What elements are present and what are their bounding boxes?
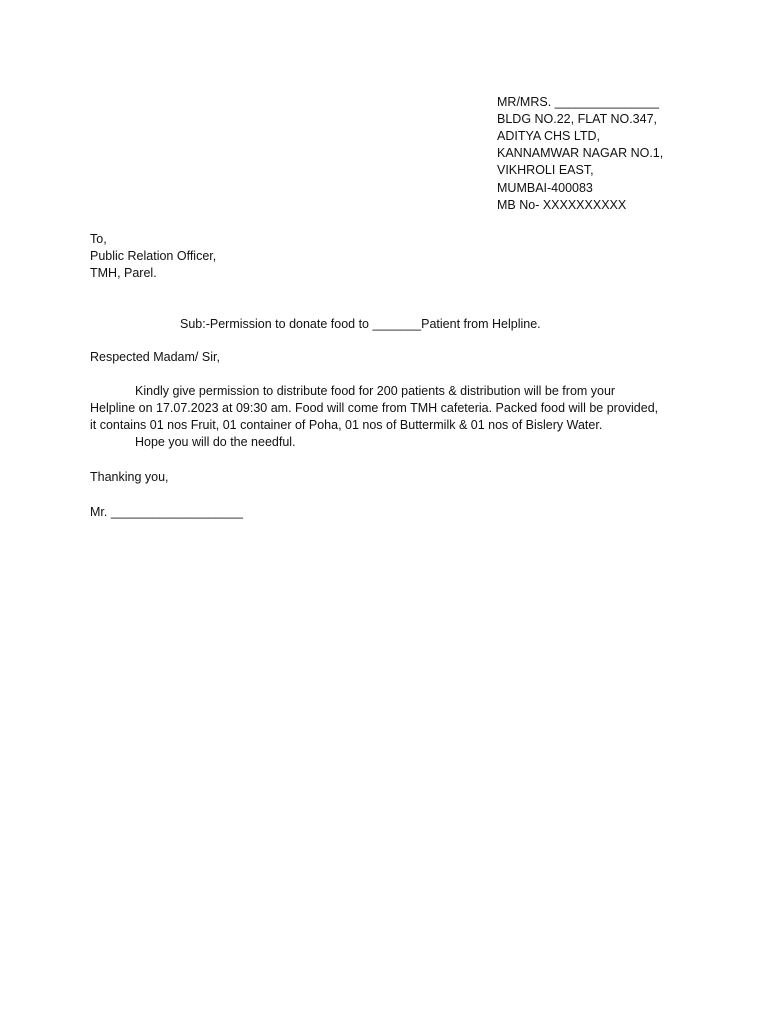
body-line-1: Kindly give permission to distribute food for 200 patients & distribution will be from your: [135, 384, 616, 398]
body-line-3: it contains 01 nos Fruit, 01 container of Poha, 01 nos of Buttermilk & 01 nos of Bislery Water.: [90, 418, 603, 432]
subject-line: Sub:-Permission to donate food to _______Patient from Helpline.: [180, 317, 541, 331]
recipient-org-line: TMH, Parel.: [90, 266, 157, 280]
closing: Thanking you,: [90, 470, 169, 484]
signature-line: Mr. ___________________: [90, 505, 243, 519]
sender-mobile-line: MB No- XXXXXXXXXX: [497, 198, 627, 212]
sender-locality-line: VIKHROLI EAST,: [497, 163, 594, 177]
recipient-to-line: To,: [90, 232, 107, 246]
body-line-4: Hope you will do the needful.: [135, 435, 296, 449]
sender-area-line: KANNAMWAR NAGAR NO.1,: [497, 146, 664, 160]
body-line-2: Helpline on 17.07.2023 at 09:30 am. Food will come from TMH cafeteria. Packed food will be provided,: [90, 401, 659, 415]
sender-city-line: MUMBAI-400083: [497, 181, 593, 195]
sender-society-line: ADITYA CHS LTD,: [497, 129, 601, 143]
recipient-title-line: Public Relation Officer,: [90, 249, 217, 263]
sender-building-line: BLDG NO.22, FLAT NO.347,: [497, 112, 658, 126]
sender-name-line: MR/MRS. _______________: [497, 95, 659, 109]
salutation: Respected Madam/ Sir,: [90, 350, 220, 364]
